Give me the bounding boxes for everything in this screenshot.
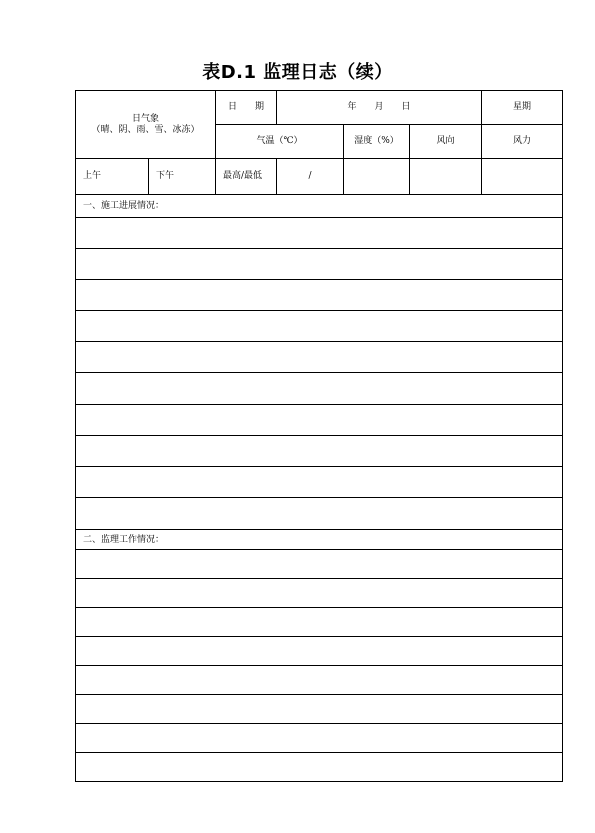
- weekday-label: 星期: [512, 102, 531, 112]
- table-row: [75, 752, 562, 753]
- table-row: [75, 549, 562, 550]
- supervision-work-heading: 二、监理工作情况：: [83, 534, 165, 545]
- table-row: [75, 529, 562, 530]
- table-row: [75, 279, 562, 280]
- wind-direction-label: 风向: [436, 136, 455, 146]
- weather-label: 日气象: [131, 113, 159, 124]
- table-row: [75, 217, 562, 218]
- table-row: [75, 607, 562, 608]
- table-row: [75, 578, 562, 579]
- temperature-range-label: 最高/最低: [223, 171, 263, 181]
- table-row: [75, 497, 562, 498]
- table-border-bottom: [75, 781, 563, 782]
- table-row: [75, 248, 562, 249]
- date-label: 日 期: [227, 102, 264, 112]
- table-row: [75, 466, 562, 467]
- temperature-range-separator: /: [308, 171, 312, 181]
- table-row: [75, 404, 562, 405]
- weather-pm-label: 下午: [156, 171, 175, 181]
- table-row: [75, 341, 562, 342]
- page-title: 表D.1 监理日志（续）: [202, 62, 393, 83]
- table-row: [75, 310, 562, 311]
- table-row: [75, 694, 562, 695]
- date-value: 年 月 日: [347, 102, 411, 112]
- construction-progress-heading: 一、施工进展情况：: [83, 200, 165, 211]
- weather-options: （晴、阴、雨、雪、冰冻）: [91, 124, 200, 135]
- humidity-label: 湿度（%）: [354, 136, 399, 146]
- temperature-label: 气温（℃）: [256, 136, 303, 146]
- table-border-right: [562, 90, 563, 782]
- table-row: [75, 372, 562, 373]
- table-row: [75, 636, 562, 637]
- wind-force-label: 风力: [512, 136, 531, 146]
- table-row: [75, 435, 562, 436]
- weather-header: [76, 91, 215, 158]
- table-row: [75, 665, 562, 666]
- table-row: [75, 723, 562, 724]
- weather-am-label: 上午: [83, 171, 102, 181]
